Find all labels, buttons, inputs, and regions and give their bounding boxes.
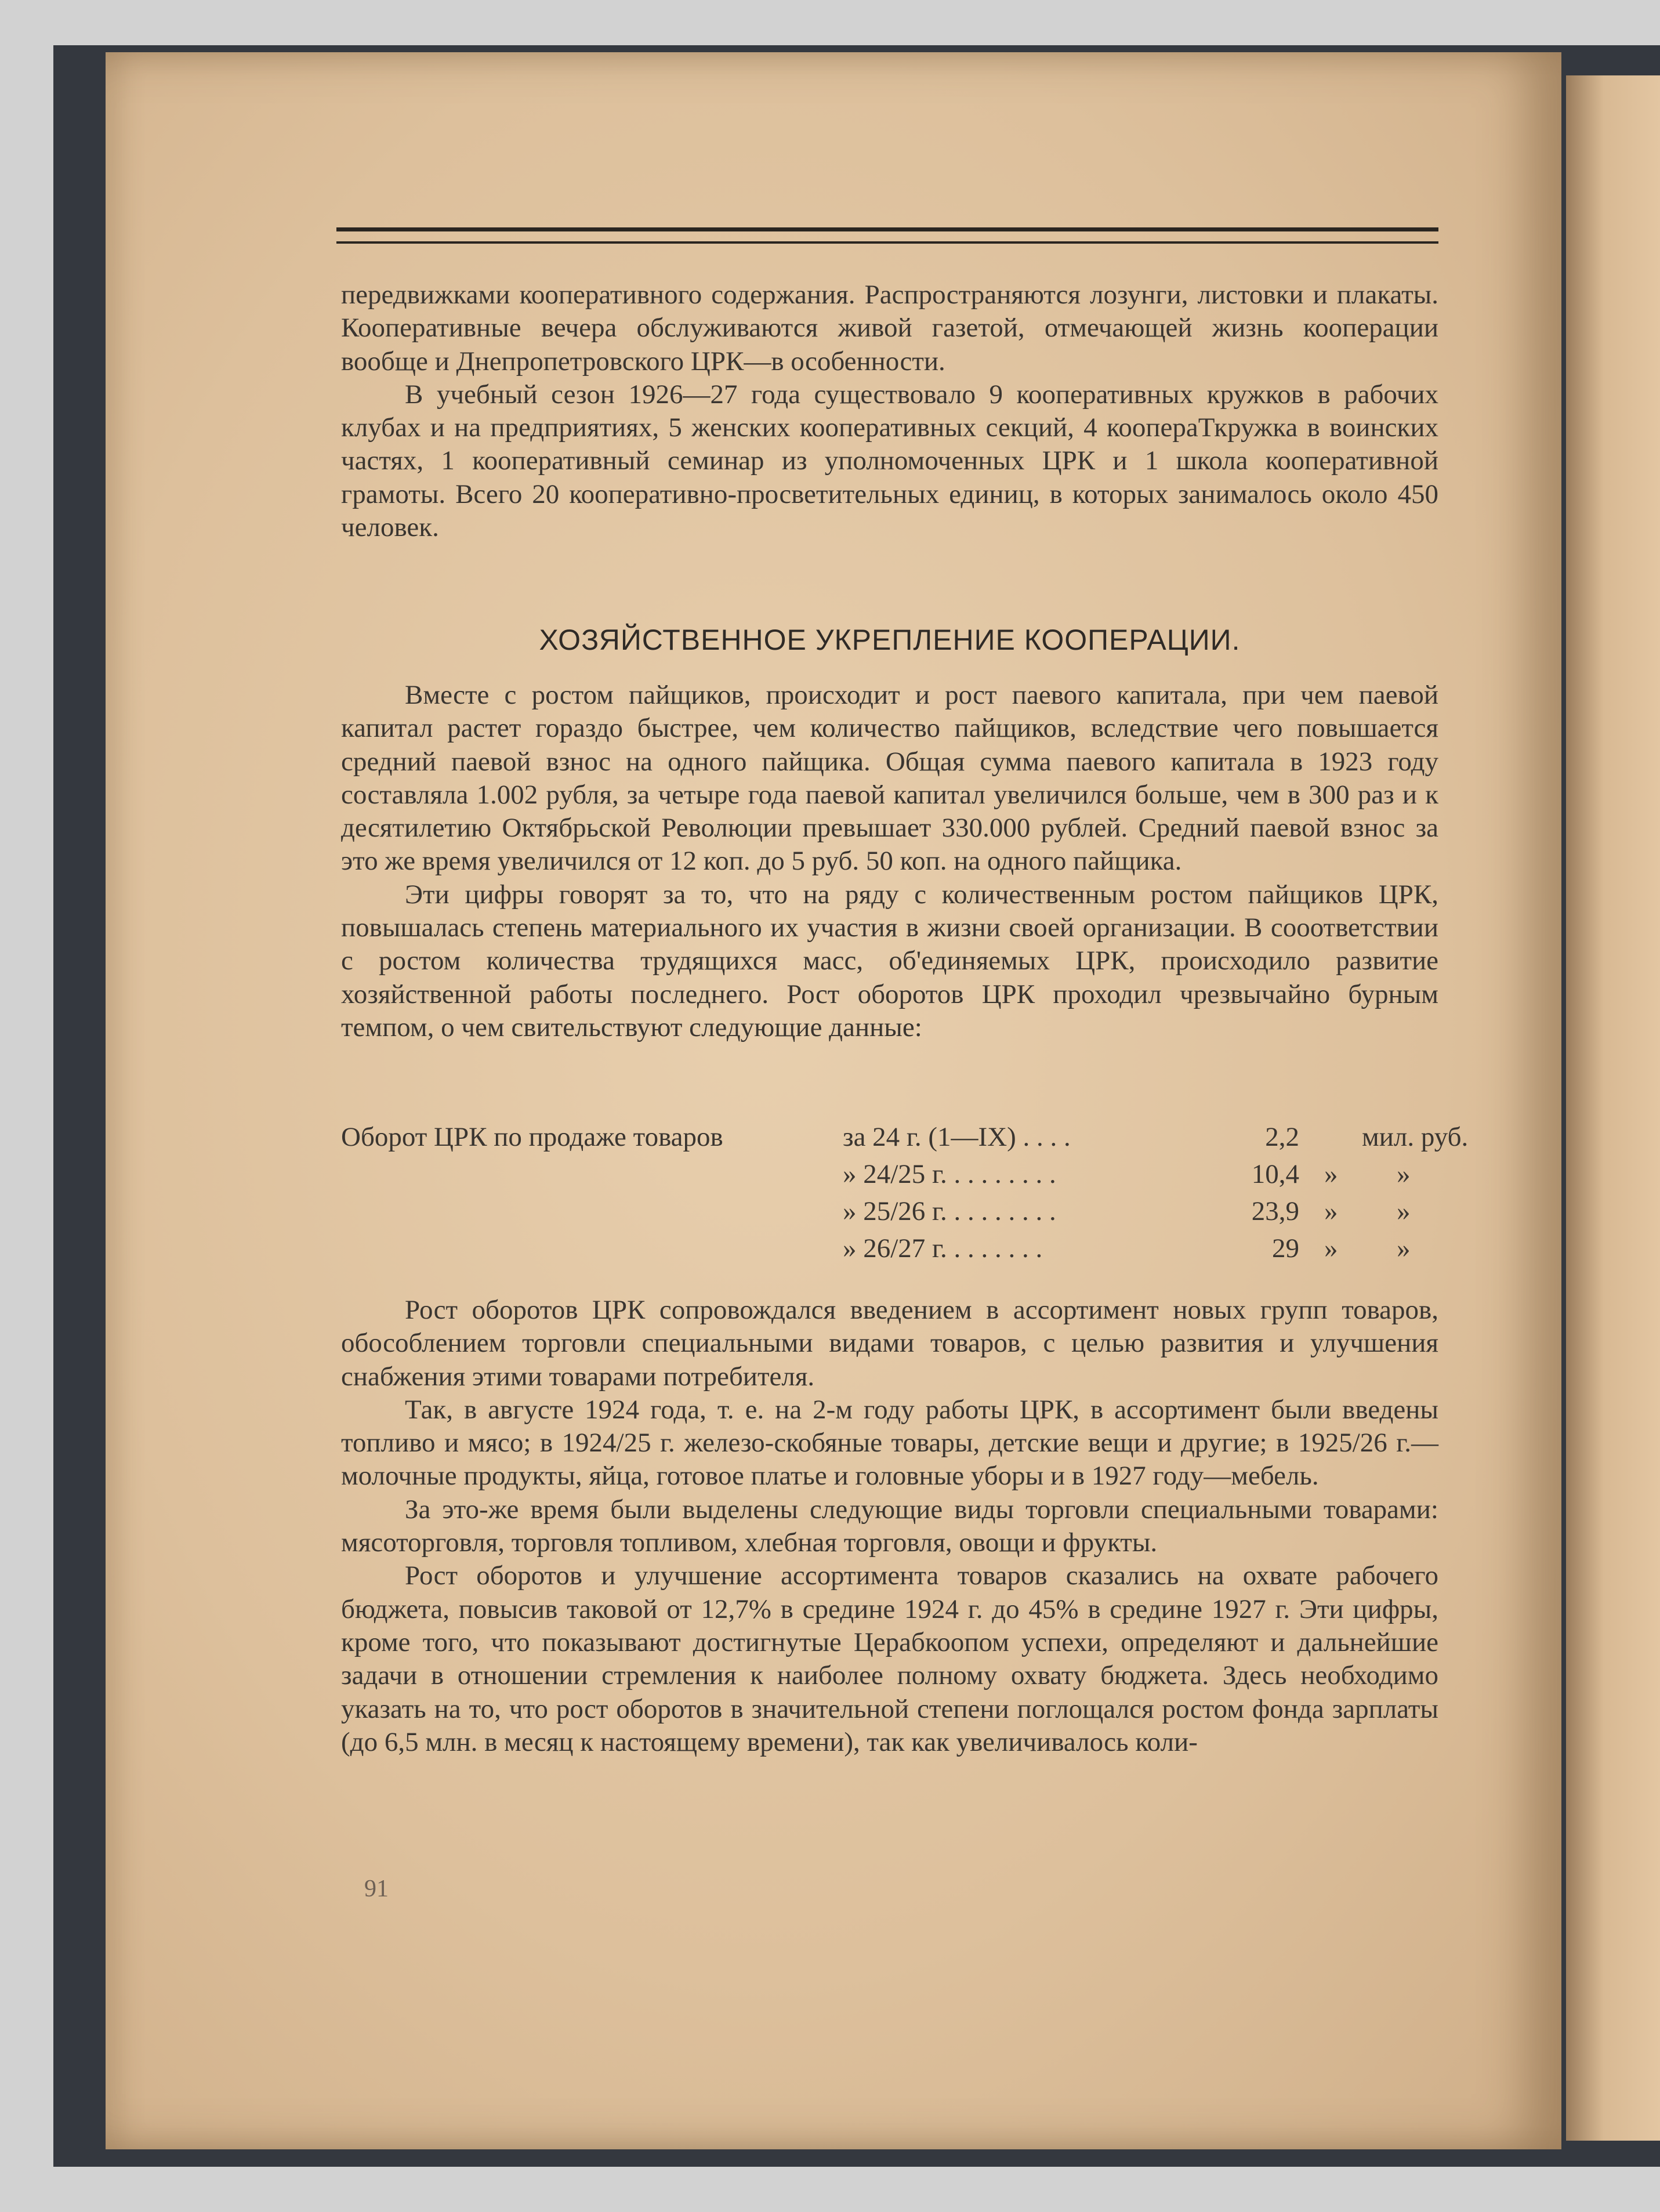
text-block-middle [341,679,1438,1044]
ditto-mark: » [1324,1159,1338,1189]
paragraph-special-trade: За это-же время были выделены следующие виды торговли специальными товарами: мясоторговля, торговля топливом, хлебная торговля, овощи и фрукты. [341,1494,1438,1558]
ditto-mark: » [1397,1196,1411,1226]
section-heading: ХОЗЯЙСТВЕННОЕ УКРЕПЛЕНИЕ КООПЕРАЦИИ. [539,624,1241,656]
paragraph-turnover-growth: Эти цифры говорят за то, что на ряду с количественным ростом пайщиков ЦРК, повышалась степень материального их участия в жизни своей организации. В сооответствии с ростом количества трудящихся масс, об'единяемых ЦРК, происходило развитие хозяйственной работы последнего. Рост оборотов ЦРК проходил чрезвычайно бурным темпом, о чем свительствуют следующие данные: [341,879,1438,1042]
page-number: 91 [364,1876,389,1902]
text-block-bottom [341,1294,1438,1759]
turnover-period: » 26/27 г. . . . . . . . [843,1233,1043,1264]
paragraph-assortment: Рост оборотов ЦРК сопровождался введением в ассортимент новых групп товаров, обособлением торговли специальными видами товаров, с целью развития и улучшения снабжения этими товарами потребителя. [341,1295,1438,1392]
turnover-value: 10,4 [1251,1159,1299,1189]
turnover-period: » 24/25 г. . . . . . . . . [843,1159,1056,1189]
turnover-period: » 25/26 г. . . . . . . . . [843,1196,1056,1226]
turnover-row [341,1233,1438,1270]
ditto-mark: » [1397,1233,1411,1264]
header-rule-thick [336,227,1438,231]
turnover-row [341,1121,1469,1159]
turnover-period: за 24 г. (1—IX) . . . . [843,1122,1071,1152]
turnover-value: 29 [1272,1233,1299,1264]
ditto-mark: » [1324,1233,1338,1264]
paragraph-study-season: В учебный сезон 1926—27 года существовало 9 кооперативных кружков в рабочих клубах и на предприятиях, 5 женских кооперативных секций, 4 коопераТкружка в воинских частях, 1 кооперативный семинар из уполномоченных ЦРК и 1 школа кооперативной грамоты. Всего 20 кооперативно-просветительных единиц, в которых занималось около 450 человек. [341,379,1438,543]
next-page-edge [1566,75,1660,2141]
turnover-value: 2,2 [1265,1122,1299,1152]
paragraph-continued: передвижками кооперативного содержания. Распространяются лозунги, листовки и плакаты. Кооперативные вечера обслуживаются живой газетой, отмечающей жизнь кооперации вообще и Днепропетровского ЦРК—в особенности. [341,280,1438,376]
ditto-mark: » [1324,1196,1338,1226]
paragraph-august-1924: Так, в августе 1924 года, т. е. на 2-м году работы ЦРК, в ассортимент были введены топливо и мясо; в 1924/25 г. железо-скобяные товары, детские вещи и другие; в 1925/26 г.—молочные продукты, яйца, готовое платье и головные уборы и в 1927 году—мебель. [341,1394,1438,1491]
turnover-row [341,1159,1438,1196]
paragraph-budget: Рост оборотов и улучшение ассортимента товаров сказались на охвате рабочего бюджета, повысив таковой от 12,7% в средине 1924 г. до 45% в средине 1927 г. Эти цифры, кроме того, что показывают достигнутые Церабкоопом успехи, определяют и дальнейшие задачи в отношении стремления к наиболее полному охвату бюджета. Здесь необходимо указать на то, что рост оборотов в значительной степени поглощался ростом фонда зарплаты (до 6,5 млн. в месяц к настоящему времени), так как увеличивалось коли- [341,1561,1438,1757]
turnover-value: 23,9 [1251,1196,1299,1226]
turnover-row [341,1196,1438,1233]
turnover-unit: мил. руб. [1362,1122,1469,1152]
text-block-top [341,278,1438,544]
turnover-label: Оборот ЦРК по продаже товаров [341,1122,723,1152]
ditto-mark: » [1397,1159,1411,1189]
header-rule-thin [336,241,1438,244]
turnover-table [341,1121,1469,1270]
paragraph-share-capital: Вместе с ростом пайщиков, происходит и рост паевого капитала, при чем паевой капитал растет гораздо быстрее, чем количество пайщиков, вследствие чего повышается средний паевой взнос на одного пайщика. Общая сумма паевого капитала в 1923 году составляла 1.002 рубля, за четыре года паевой капитал увеличился больше, чем в 300 раз и к десятилетию Октябрьской Революции превышает 330.000 рублей. Средний паевой взнос за это же время увеличился от 12 коп. до 5 руб. 50 коп. на одного пайщика. [341,680,1438,877]
